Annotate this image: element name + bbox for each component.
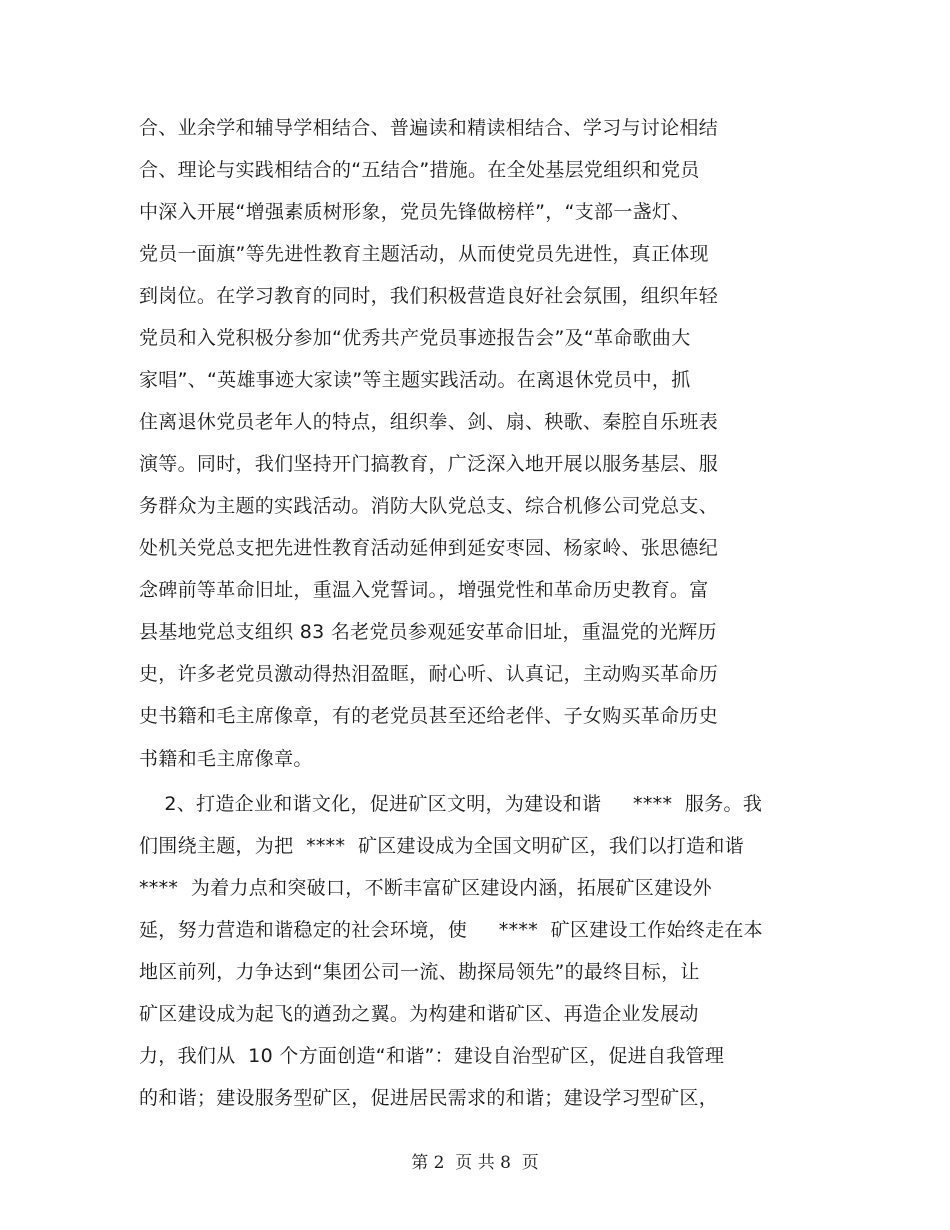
text-line: **** 为着力点和突破口，不断丰富矿区建设内涵，拓展矿区建设外 <box>139 877 712 899</box>
text-line: 家唱”、“英雄事迹大家读”等主题实践活动。在离退休党员中，抓 <box>139 369 691 391</box>
text-line: 的和谐；建设服务型矿区，促进居民需求的和谐；建设学习型矿区， <box>139 1087 719 1109</box>
text-line: 矿区建设成为起飞的遒劲之翼。为构建和谐矿区、再造企业发展动 <box>139 1003 699 1025</box>
text-line: 力，我们从 10 个方面创造“和谐”：建设自治型矿区，促进自我管理 <box>139 1045 725 1067</box>
text-line: 处机关党总支把先进性教育活动延伸到延安枣园、杨家岭、张思德纪 <box>139 537 719 559</box>
text-line: 务群众为主题的实践活动。消防大队党总支、综合机修公司党总支、 <box>139 495 719 517</box>
text-line: 们围绕主题，为把 **** 矿区建设成为全国文明矿区，我们以打造和谐 <box>139 835 744 857</box>
section-heading-line: 2、打造企业和谐文化，促进矿区文明，为建设和谐 **** 服务。我 <box>139 793 763 815</box>
text-line: 党员和入党积极分参加“优秀共产党员事迹报告会”及“革命歌曲大 <box>139 327 691 349</box>
page-number-footer: 第 2 页 共 8 页 <box>411 1153 539 1173</box>
text-line: 史，许多老党员激动得热泪盈眶，耐心听、认真记，主动购买革命历 <box>139 663 719 685</box>
text-line: 延，努力营造和谐稳定的社会环境，使 **** 矿区建设工作始终走在本 <box>139 919 763 941</box>
text-line: 中深入开展“增强素质树形象，党员先锋做榜样”，“支部一盏灯、 <box>139 201 691 223</box>
text-line: 党员一面旗”等先进性教育主题活动，从而使党员先进性，真正体现 <box>139 243 709 265</box>
text-line: 书籍和毛主席像章。 <box>139 748 313 770</box>
text-line: 住离退休党员老年人的特点，组织拳、剑、扇、秧歌、秦腔自乐班表 <box>139 411 719 433</box>
text-line: 演等。同时，我们坚持开门搞教育，广泛深入地开展以服务基层、服 <box>139 453 719 475</box>
text-line: 念碑前等革命旧址，重温入党誓词。，增强党性和革命历史教育。富 <box>139 579 709 601</box>
text-line: 合、理论与实践相结合的“五结合”措施。在全处基层党组织和党员 <box>139 159 700 181</box>
text-line: 合、业余学和辅导学相结合、普遍读和精读相结合、学习与讨论相结 <box>139 117 719 139</box>
text-line: 到岗位。在学习教育的同时，我们积极营造良好社会氛围，组织年轻 <box>139 285 719 307</box>
text-line: 县基地党总支组织 83 名老党员参观延安革命旧址，重温党的光辉历 <box>139 621 717 643</box>
text-line: 地区前列，力争达到“集团公司一流、勘探局领先”的最终目标，让 <box>139 961 700 983</box>
text-line: 史书籍和毛主席像章，有的老党员甚至还给老伴、子女购买革命历史 <box>139 705 719 727</box>
